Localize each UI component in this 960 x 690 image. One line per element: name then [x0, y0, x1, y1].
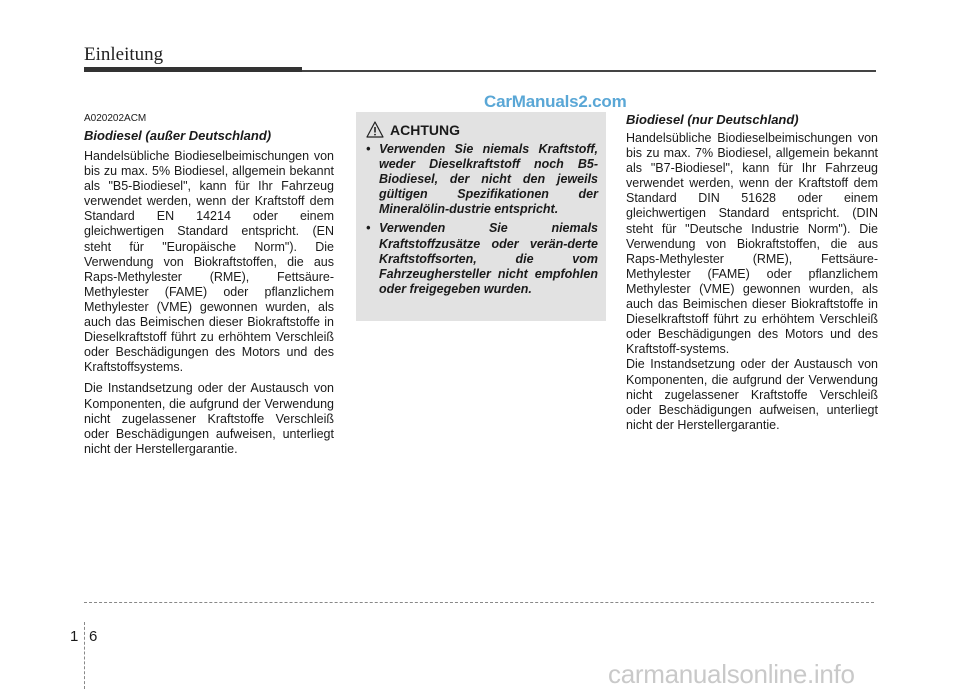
- paragraph: Die Instandsetzung oder der Austausch von Komponenten, die aufgrund der Verwendung nicht zugelassener Kraftstoffe Verschleiß oder Beschädigungen aufweisen, unterliegt nicht der Herstellergarantie.: [84, 381, 334, 456]
- warning-title: ACHTUNG: [390, 121, 460, 138]
- watermark-bottom: carmanualsonline.info: [608, 659, 855, 689]
- warning-item: [366, 221, 598, 296]
- warning-box: [356, 112, 606, 321]
- paragraph: Handelsübliche Biodieselbeimischungen von bis zu max. 7% Biodiesel, allgemein bekannt als "B7-Biodiesel", kann für Ihr Fahrzeug verwendet werden, wenn der Kraftstoff dem Standard DIN 51628 oder einem gleichwertigen Standard entspricht. (DIN steht für "Deutsche Industrie Norm"). Die Verwendung von Biokraftstoffen, die aus Raps-Methylester (RME), Fettsäure-Methylester (FAME) oder pflanzlichem Methylester (VME) gewonnen wurden, als auch das Beimischen dieser Biokraftstoffe in Dieselkraftstoff führt zu erhöhtem Verschleiß oder Beschädigungen des Motors und des Kraftstoff-systems.: [626, 131, 878, 357]
- paragraph: Die Instandsetzung oder der Austausch von Komponenten, die aufgrund der Verwendung nicht zugelassener Kraftstoffe Verschleiß oder Beschädigungen aufweisen, unterliegt nicht der Herstellergarantie.: [626, 357, 878, 432]
- warning-item: [366, 142, 598, 217]
- section-heading-biodiesel-germany: Biodiesel (nur Deutschland): [626, 112, 799, 127]
- warning-item-text: Verwenden Sie niemals Kraftstoff, weder Dieselkraftstoff noch B5-Biodiesel, der nicht den jeweils gültigen Spezifikationen der Mineralölin-dustrie entspricht.: [379, 142, 598, 217]
- page-number: 6: [89, 628, 98, 645]
- left-column: [84, 112, 334, 463]
- header-bar: [84, 67, 302, 72]
- warning-header: [366, 121, 598, 138]
- footer-divider: [84, 602, 874, 603]
- warning-triangle-icon: [366, 121, 384, 138]
- right-column: [626, 112, 878, 433]
- header-rule: [302, 70, 876, 72]
- bullet-icon: •: [366, 221, 371, 236]
- bullet-icon: •: [366, 142, 371, 156]
- watermark-top: CarManuals2.com: [484, 92, 627, 111]
- chapter-number: 1: [70, 628, 79, 645]
- footer-vertical-divider: [84, 622, 85, 689]
- page-title: Einleitung: [84, 44, 164, 65]
- section-heading-biodiesel-except-germany: Biodiesel (außer Deutschland): [84, 128, 272, 143]
- warning-item-text: Verwenden Sie niemals Kraftstoffzusätze oder verän-derte Kraftstoffsorten, die vom Fahrzeughersteller nicht empfohlen oder freigegeben wurden.: [379, 221, 598, 296]
- warning-list: [366, 142, 598, 297]
- paragraph: Handelsübliche Biodieselbeimischungen von bis zu max. 5% Biodiesel, allgemein bekannt als "B5-Biodiesel", kann für Ihr Fahrzeug verwendet werden, wenn der Kraftstoff dem Standard EN 14214 oder einem gleichwertigen Standard entspricht. (EN steht für "Europäische Norm"). Die Verwendung von Biokraftstoffen, die aus Raps-Methylester (RME), Fettsäure-Methylester (FAME) oder pflanzlichem Methylester (VME) gewonnen wurden, als auch das Beimischen dieser Biokraftstoffe in Dieselkraftstoff führt zu erhöhtem Verschleiß oder Beschädigungen des Motors und des Kraftstoffsystems.: [84, 149, 334, 375]
- section-code: A020202ACM: [84, 113, 147, 124]
